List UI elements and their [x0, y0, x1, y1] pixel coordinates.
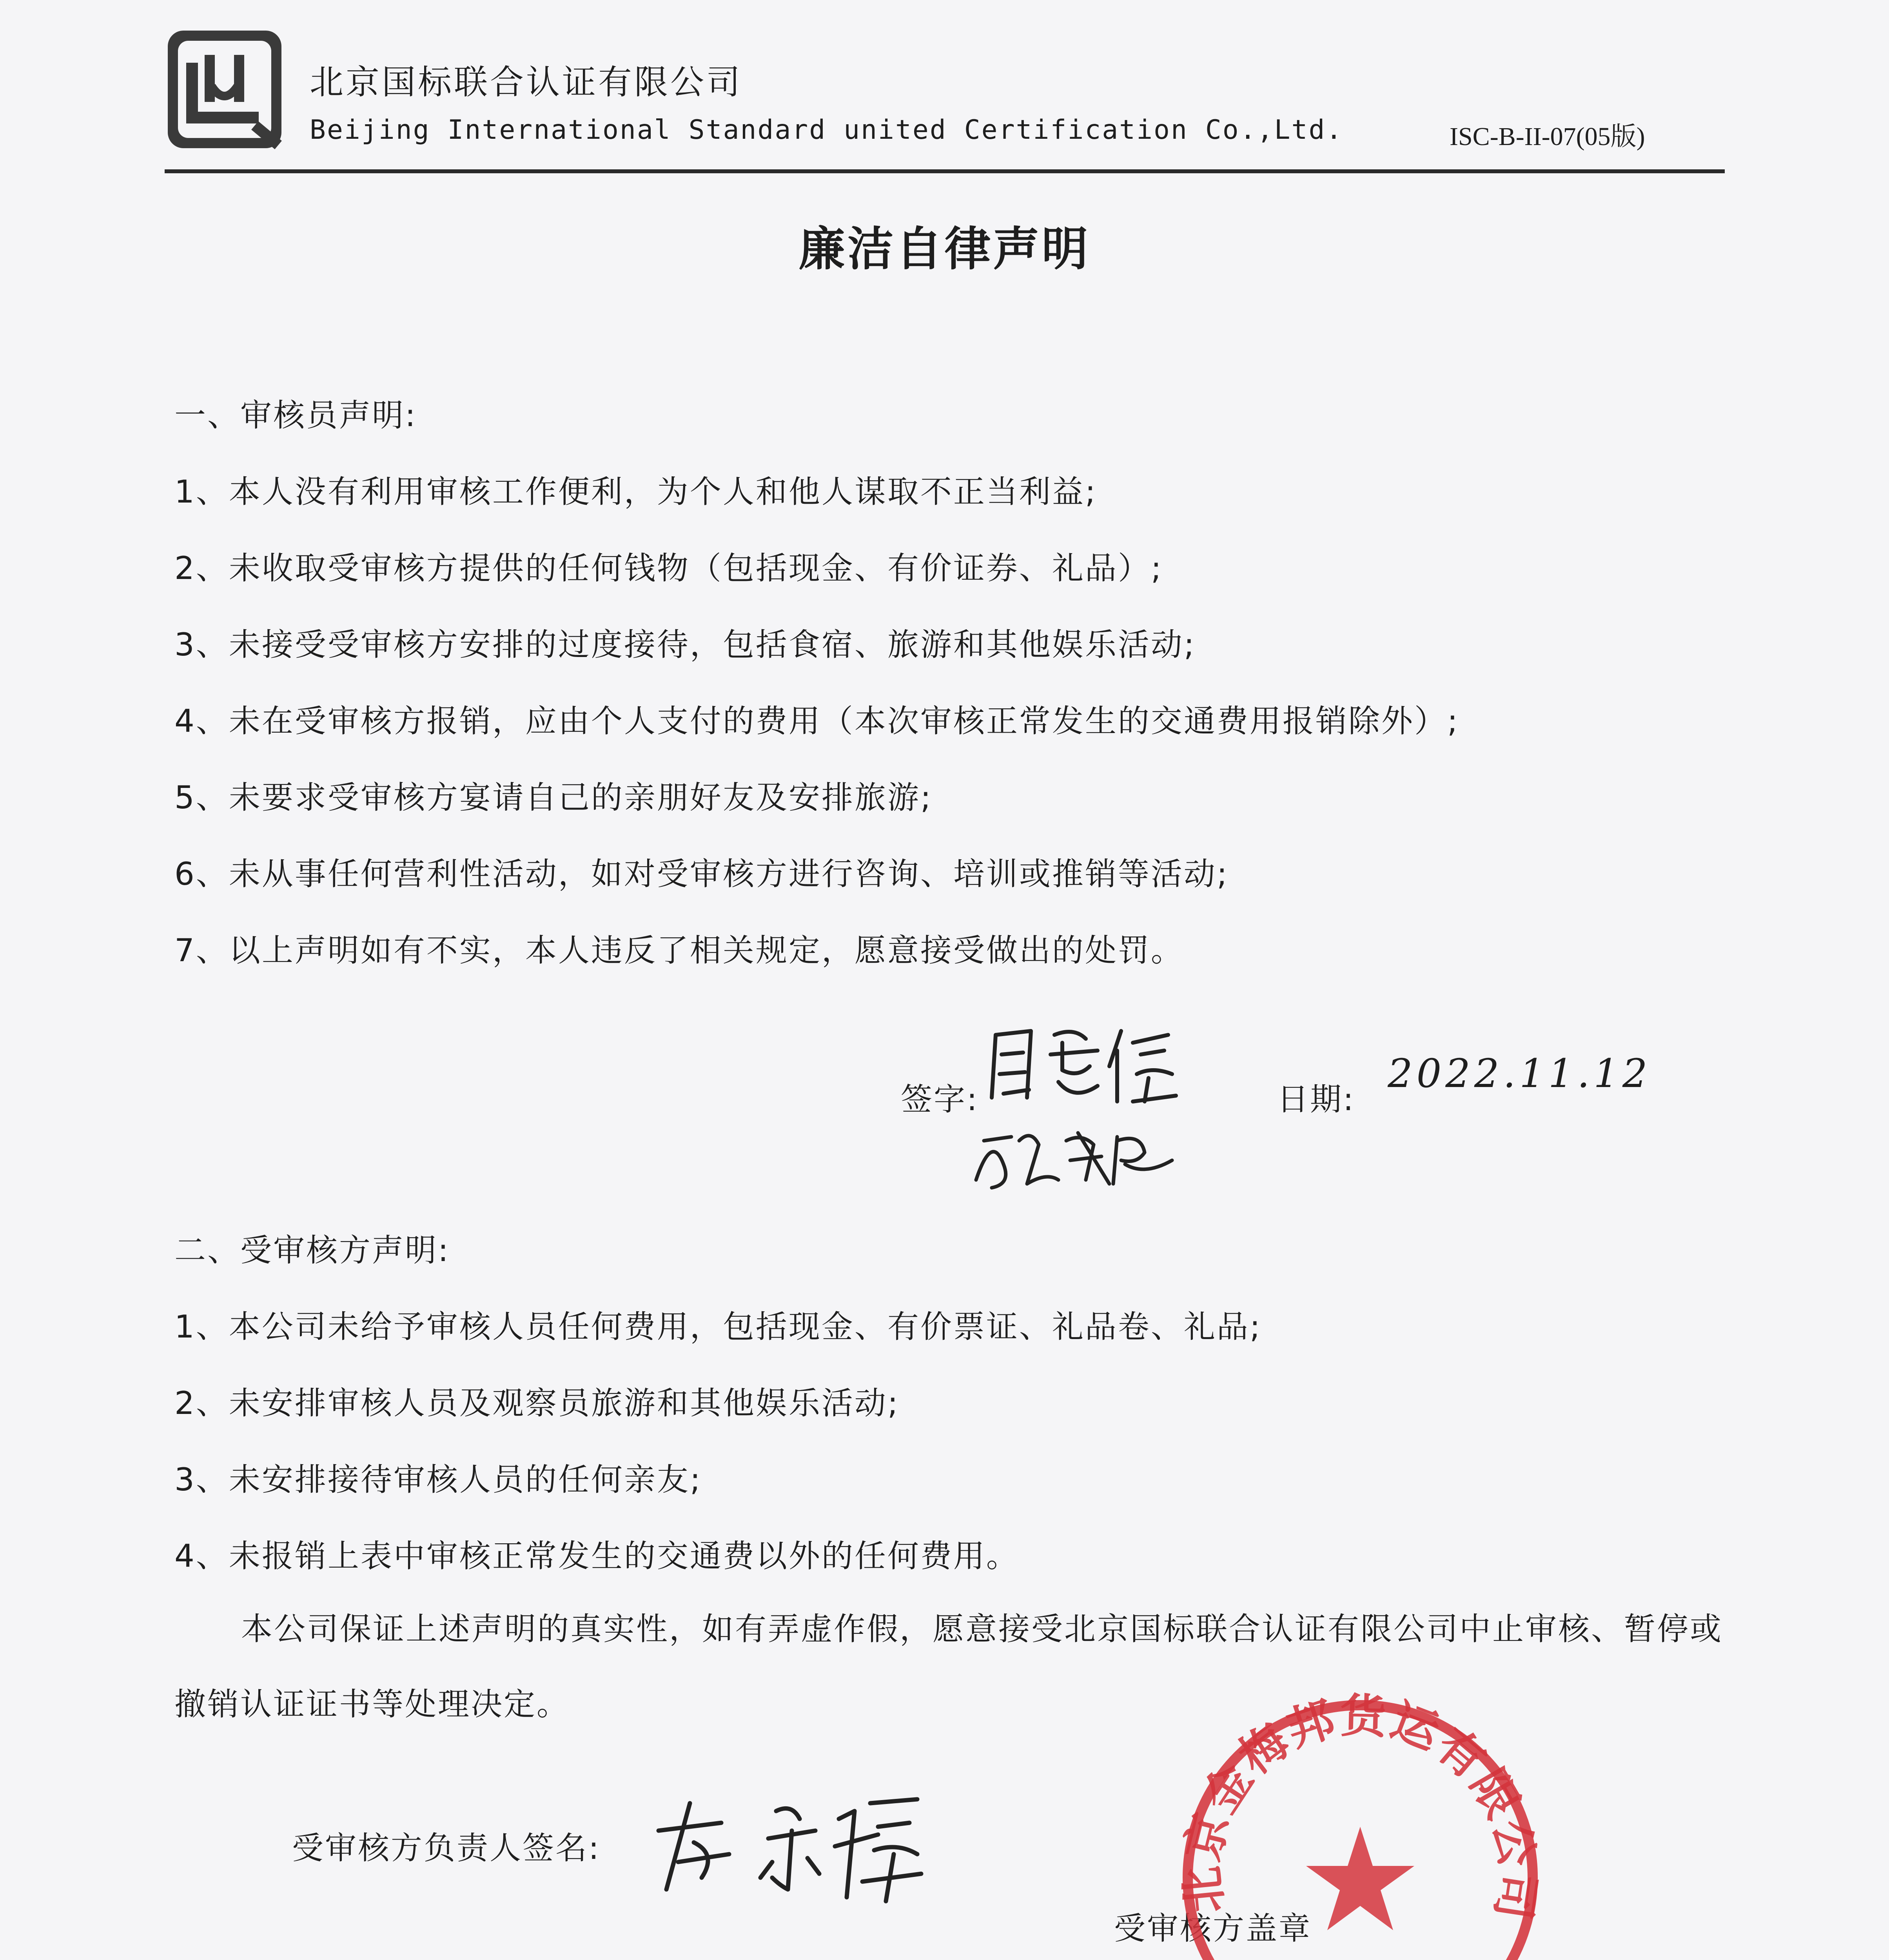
guarantee-paragraph: 本公司保证上述声明的真实性，如有弄虚作假，愿意接受北京国标联合认证有限公司中止审核、暂停或撤销认证证书等处理决定。 [174, 1611, 1723, 1722]
header-divider [165, 169, 1725, 173]
auditor-item: 2、未收取受审核方提供的任何钱物（包括现金、有价证券、礼品）; [174, 550, 1163, 586]
auditee-item: 1、本公司未给予审核人员任何费用，包括现金、有价票证、礼品卷、礼品; [174, 1308, 1262, 1345]
auditor-item: 4、未在受审核方报销，应由个人支付的费用（本次审核正常发生的交通费用报销除外）; [174, 703, 1459, 739]
document-title: 廉洁自律声明 [798, 222, 1091, 276]
auditor-section-heading: 一、审核员声明: [174, 397, 417, 434]
auditor-signature-1 [984, 1019, 1188, 1109]
document-code: ISC-B-II-07(05版) [1450, 122, 1645, 151]
company-seal-stamp [1168, 1686, 1552, 1960]
company-name-en: Beijing International Standard united Certification Co.,Ltd. [310, 114, 1343, 145]
signature-label: 签字: [901, 1081, 979, 1118]
company-logo [165, 27, 286, 153]
auditee-section-heading: 二、受审核方声明: [174, 1232, 450, 1269]
auditor-signature-2 [968, 1117, 1188, 1196]
auditor-item: 1、本人没有利用审核工作便利，为个人和他人谋取不正当利益; [174, 474, 1097, 510]
date-label: 日期: [1277, 1081, 1355, 1118]
responsible-signature-label: 受审核方负责人签名: [292, 1830, 601, 1866]
auditor-item: 5、未要求受审核方宴请自己的亲朋好友及安排旅游; [174, 779, 933, 816]
auditor-date-handwritten: 2022.11.12 [1388, 1051, 1651, 1096]
auditor-item: 7、以上声明如有不实，本人违反了相关规定，愿意接受做出的处罚。 [174, 932, 1184, 969]
responsible-signature [643, 1788, 925, 1905]
auditor-item: 6、未从事任何营利性活动，如对受审核方进行咨询、培训或推销等活动; [174, 856, 1229, 892]
auditor-item: 3、未接受受审核方安排的过度接待，包括食宿、旅游和其他娱乐活动; [174, 626, 1196, 663]
auditee-item: 2、未安排审核人员及观察员旅游和其他娱乐活动; [174, 1385, 900, 1421]
seal-label: 受审核方盖章 [1114, 1910, 1312, 1947]
auditee-item: 4、未报销上表中审核正常发生的交通费以外的任何费用。 [174, 1538, 1019, 1574]
stamp-company-name: 北京金梅邦货运有限公司 [1174, 1688, 1546, 1925]
company-name-cn: 北京国标联合认证有限公司 [310, 63, 742, 102]
auditee-item: 3、未安排接待审核人员的任何亲友; [174, 1461, 702, 1498]
